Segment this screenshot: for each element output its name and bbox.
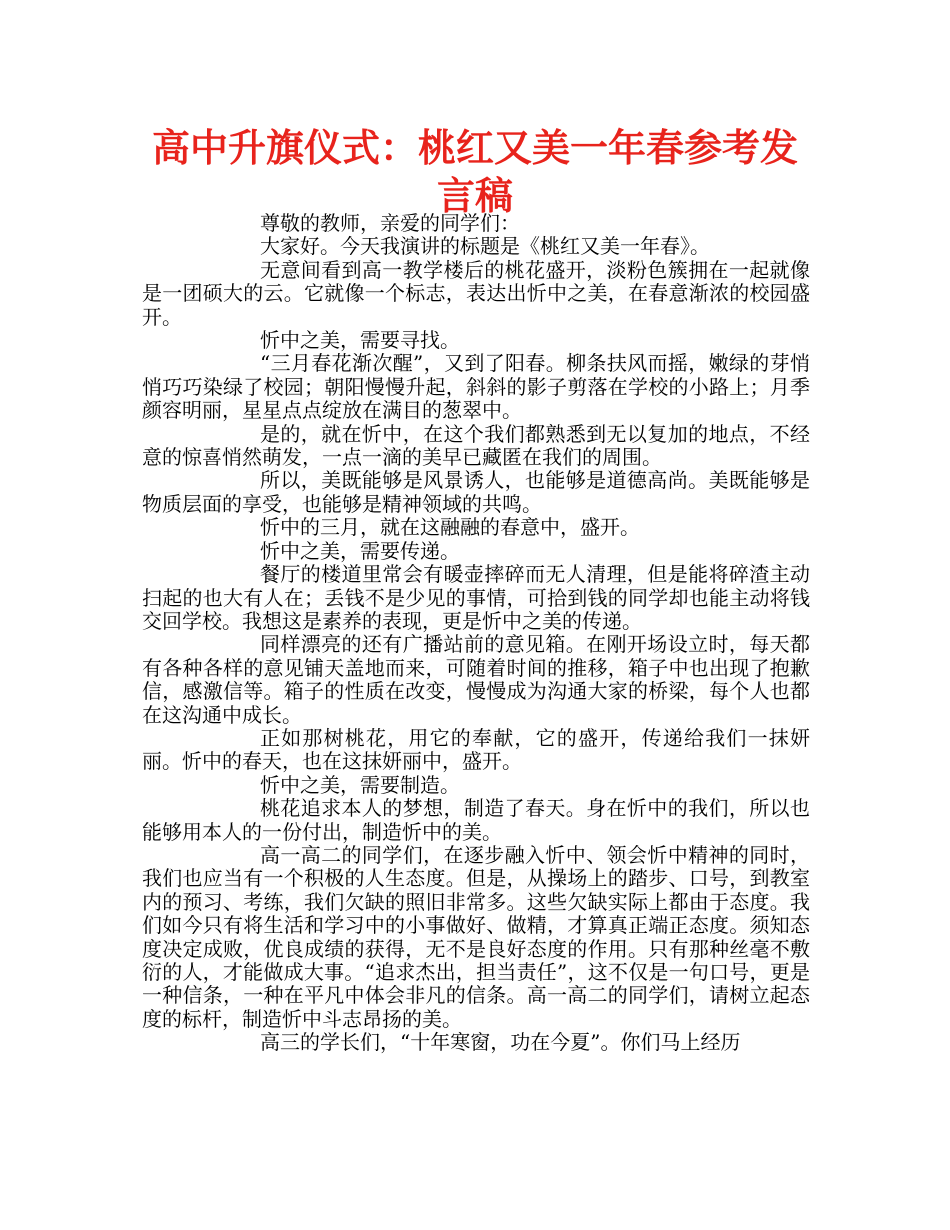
paragraph: 是的，就在忻中，在这个我们都熟悉到无以复加的地点，不经意的惊喜悄然萌发，一点一滴的美早已藏匿在我们的周围。 bbox=[142, 421, 810, 470]
paragraph: “三月春花渐次醒”，又到了阳春。柳条扶风而摇，嫩绿的芽悄悄巧巧染绿了校园；朝阳慢慢升起，斜斜的影子剪落在学校的小路上；月季颜容明丽，星星点点绽放在满目的葱翠中。 bbox=[142, 351, 810, 423]
paragraph: 高三的学长们，“十年寒窗，功在今夏”。你们马上经历 bbox=[260, 1030, 741, 1055]
paragraph: 桃花追求本人的梦想，制造了春天。身在忻中的我们，所以也能够用本人的一份付出，制造忻中的美。 bbox=[142, 796, 810, 844]
paragraph: 尊敬的教师，亲爱的同学们： bbox=[260, 211, 520, 235]
paragraph: 大家好。今天我演讲的标题是《桃红又美一年春》。 bbox=[260, 234, 710, 259]
paragraph: 忻中之美，需要制造。 bbox=[260, 772, 460, 797]
paragraph: 所以，美既能够是风景诱人，也能够是道德高尚。美既能够是物质层面的享受，也能够是精神领域的共鸣。 bbox=[142, 468, 810, 516]
document-body bbox=[142, 212, 810, 1055]
paragraph: 无意间看到高一教学楼后的桃花盛开，淡粉色簇拥在一起就像是一团硕大的云。它就像一个标志，表达出忻中之美，在春意渐浓的校园盛开。 bbox=[142, 257, 810, 329]
paragraph: 正如那树桃花，用它的奉献，它的盛开，传递给我们一抹妍丽。忻中的春天，也在这抹妍丽中，盛开。 bbox=[142, 725, 810, 774]
paragraph: 忻中之美，需要传递。 bbox=[260, 538, 460, 563]
paragraph: 忻中之美，需要寻找。 bbox=[260, 328, 460, 353]
paragraph: 忻中的三月，就在这融融的春意中，盛开。 bbox=[260, 515, 640, 540]
paragraph: 高一高二的同学们，在逐步融入忻中、领会忻中精神的同时，我们也应当有一个积极的人生态度。但是，从操场上的踏步、口号，到教室内的预习、考练，我们欠缺的照旧非常多。这些欠缺实际上都由于态度。我们如今只有将生活和学习中的小事做好、做精，才算真正端正态度。须知态度决定成败，优良成绩的获得，无不是良好态度的作用。只有那种丝毫不敷衍的人，才能做成大事。“追求杰出，担当责任”，这不仅是一句口号，更是一种信条，一种在平凡中体会非凡的信条。高一高二的同学们，请树立起态度的标杆，制造忻中斗志昂扬的美。 bbox=[142, 842, 810, 1031]
paragraph: 同样漂亮的还有广播站前的意见箱。在刚开场设立时，每天都有各种各样的意见铺天盖地而来，可随着时间的推移，箱子中也出现了抱歉信，感激信等。箱子的性质在改变，慢慢成为沟通大家的桥梁，每个人也都在这沟通中成长。 bbox=[142, 632, 810, 727]
paragraph: 餐厅的楼道里常会有暖壶摔碎而无人清理，但是能将碎渣主动扫起的也大有人在；丢钱不是少见的事情，可拾到钱的同学却也能主动将钱交回学校。我想这是素养的表现，更是忻中之美的传递。 bbox=[142, 562, 810, 633]
document-title: 高中升旗仪式：桃红又美一年春参考发言稿 bbox=[151, 126, 798, 218]
